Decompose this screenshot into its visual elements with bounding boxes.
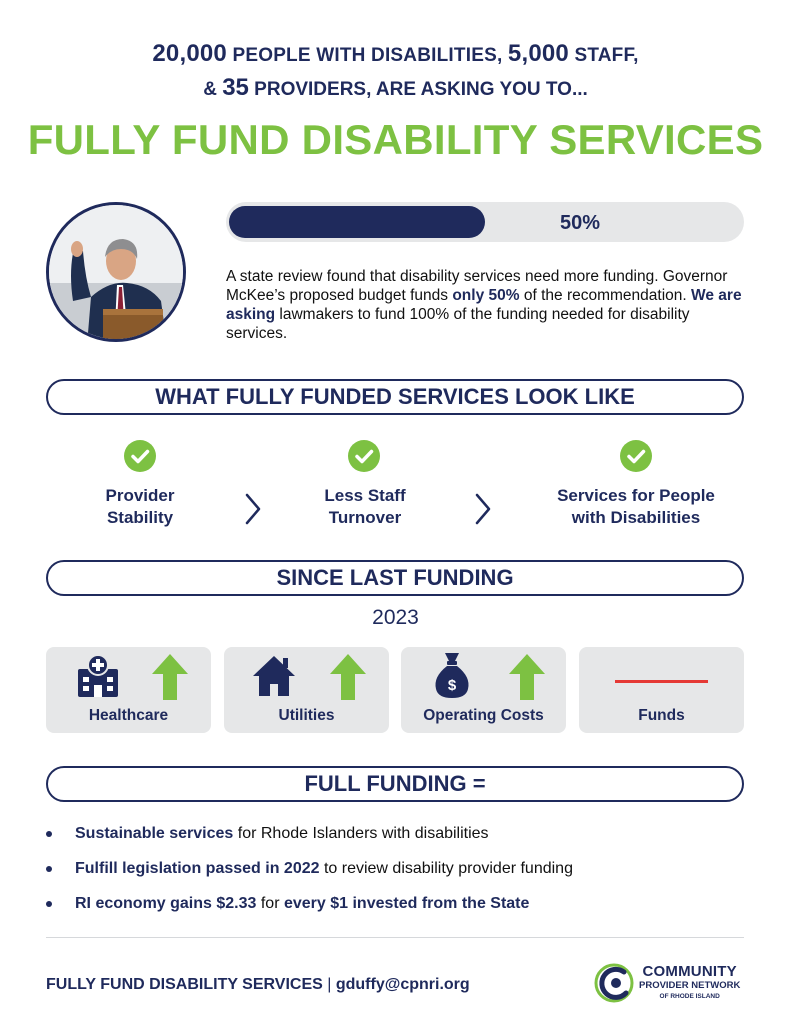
providers-count: 35 (222, 74, 249, 101)
page-title: FULLY FUND DISABILITY SERVICES (27, 116, 764, 163)
headline-line-2 (0, 74, 791, 102)
benefit-line: Services for People (557, 486, 715, 505)
list-item (46, 859, 746, 879)
bullet-dot (46, 866, 52, 872)
house-icon (252, 654, 296, 698)
benefits-heading: WHAT FULLY FUNDED SERVICES LOOK LIKE (46, 379, 744, 415)
check-circle-icon (348, 440, 380, 472)
cpn-logo-icon (594, 963, 634, 1003)
funding-progress-label: 50% (560, 212, 601, 234)
card-operating-costs (401, 647, 566, 733)
money-bag-icon (433, 651, 471, 699)
governor-portrait-photo (46, 202, 186, 342)
cpn-logo-text (639, 964, 740, 1001)
intro-text-1: A state review found that disability services need more funding. Governor McKee’s proposed budget funds (226, 268, 728, 304)
footer-divider (46, 937, 744, 938)
dollar-sign-text: $ (447, 677, 457, 694)
list-item (46, 894, 746, 914)
headline-line-1 (0, 40, 791, 68)
bullet-bold: every $1 invested from the State (283, 895, 530, 912)
card-label: Utilities (278, 707, 335, 724)
card-utilities (224, 647, 389, 733)
intro-emphasis-1: only 50% (452, 287, 520, 304)
arrow-up-icon (509, 654, 545, 700)
benefit-line: Less Staff (324, 486, 406, 505)
intro-paragraph (226, 267, 746, 343)
ampersand-text: & (203, 79, 223, 100)
list-item (46, 824, 746, 844)
funding-progress-bar (226, 202, 744, 242)
footer-contact (46, 976, 470, 994)
people-text: PEOPLE WITH DISABILITIES, (226, 45, 508, 66)
benefit-line: Stability (106, 508, 174, 527)
intro-emphasis-2: We are asking (226, 287, 742, 323)
arrow-up-icon (330, 654, 366, 700)
bullet-text: for Rhode Islanders with disabilities (233, 825, 489, 842)
card-label: Healthcare (88, 707, 169, 724)
logo-line-3: OF RHODE ISLAND (659, 993, 720, 1000)
intro-text-3: lawmakers to fund 100% of the funding needed for disability services. (226, 306, 690, 342)
since-year: 2023 (372, 606, 419, 629)
benefit-line: Turnover (328, 508, 402, 527)
footer-title: FULLY FUND DISABILITY SERVICES (46, 976, 323, 993)
bullet-bold: RI economy gains $2.33 (75, 895, 257, 912)
footer-separator: | (322, 976, 336, 993)
intro-text-2: of the recommendation. (519, 287, 692, 304)
providers-text: PROVIDERS, ARE ASKING YOU TO... (248, 79, 588, 100)
bullet-dot (46, 831, 52, 837)
bullet-dot (46, 901, 52, 907)
flat-line-icon (615, 680, 708, 683)
logo-line-1: COMMUNITY (642, 963, 737, 980)
footer-email-link[interactable]: gduffy@cpnri.org (335, 976, 470, 993)
card-label: Funds (638, 707, 685, 724)
card-healthcare (46, 647, 211, 733)
benefit-services-for-people (530, 485, 742, 529)
check-circle-icon (620, 440, 652, 472)
full-funding-heading: FULL FUNDING = (46, 766, 744, 802)
bullet-bold: Fulfill legislation passed in 2022 (75, 860, 320, 877)
benefit-line: Provider (105, 486, 175, 505)
people-count: 20,000 (152, 40, 227, 67)
bullet-text: to review disability provider funding (319, 860, 573, 877)
funding-progress-fill (229, 206, 485, 238)
card-label: Operating Costs (423, 707, 544, 724)
staff-count: 5,000 (507, 40, 569, 67)
arrow-up-icon (152, 654, 188, 700)
hospital-icon (76, 653, 120, 699)
chevron-right-icon (243, 492, 263, 526)
bullet-text: for (256, 895, 284, 912)
staff-text: STAFF, (568, 45, 639, 66)
benefit-line: with Disabilities (571, 508, 701, 527)
card-funds (579, 647, 744, 733)
full-funding-list (46, 824, 746, 929)
since-heading: SINCE LAST FUNDING (46, 560, 744, 596)
check-circle-icon (124, 440, 156, 472)
chevron-right-icon (473, 492, 493, 526)
bullet-bold: Sustainable services (75, 825, 234, 842)
benefit-provider-stability (80, 485, 200, 529)
benefit-less-staff-turnover (300, 485, 430, 529)
logo-line-2: PROVIDER NETWORK (639, 980, 741, 991)
